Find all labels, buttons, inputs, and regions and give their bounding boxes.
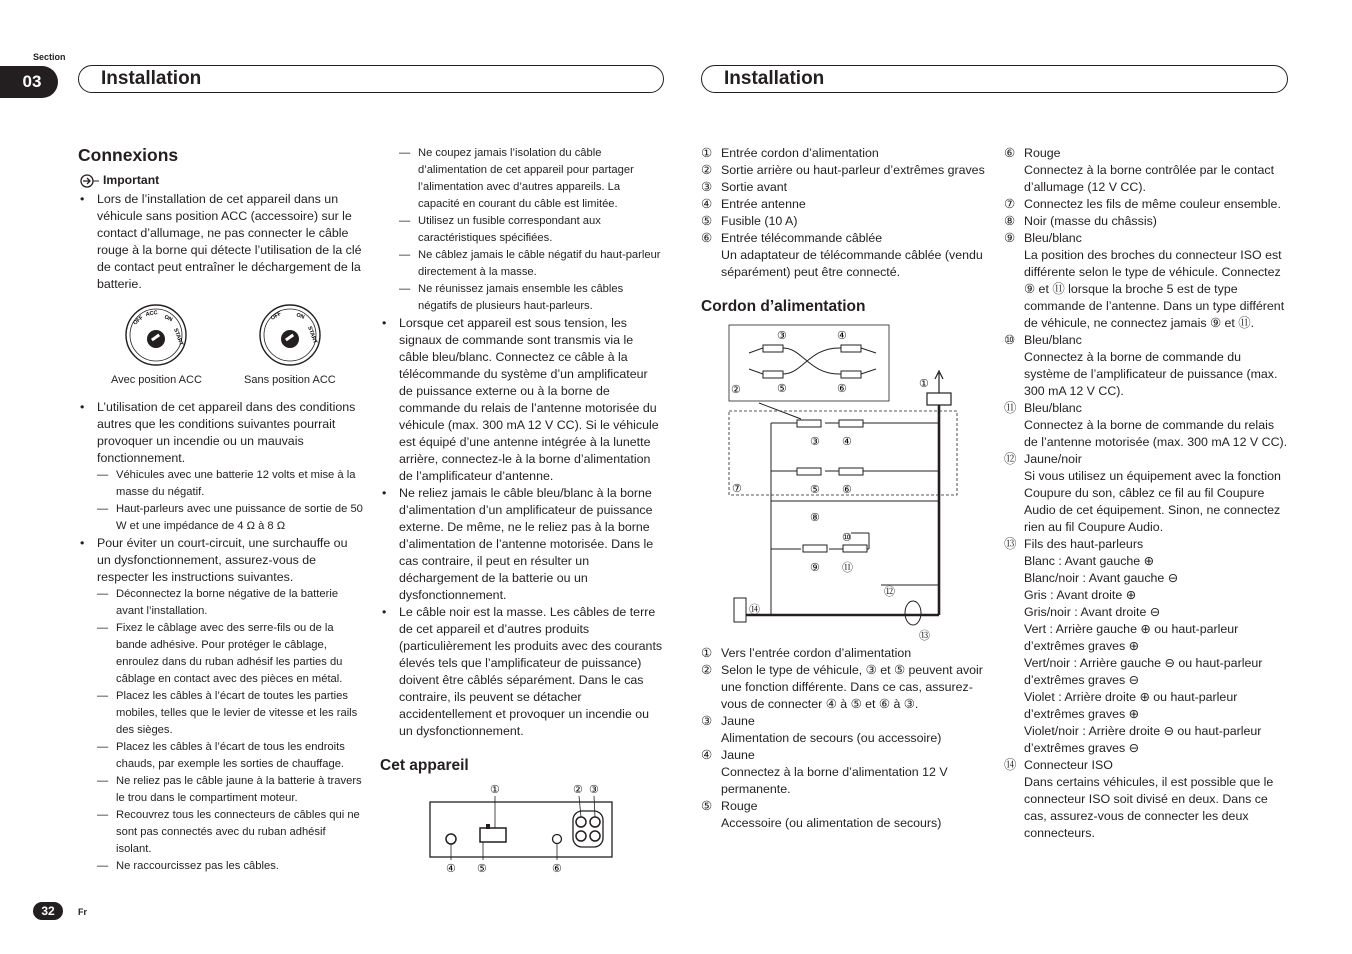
language-code: Fr	[78, 907, 87, 917]
list-item	[701, 213, 988, 230]
item-number: ⑦	[1004, 197, 1016, 211]
ignition-noacc-illustration	[258, 303, 322, 367]
list-item	[701, 162, 988, 179]
sub-item: — Déconnectez la borne négative de la batterie avant l’installation.	[97, 586, 363, 620]
item-desc: Connectez à la borne de commande du système de l’amplificateur de puissance (max. 300 mA 12 V CC).	[1024, 350, 1278, 398]
key-label-start: START	[172, 327, 184, 347]
section-number-badge: 03	[0, 66, 58, 98]
item-desc: Un adaptateur de télécommande câblée (vendu séparément) peut être connecté.	[721, 248, 983, 279]
item-number: ⑥	[701, 231, 713, 245]
list-item	[1004, 451, 1290, 536]
item-number: ③	[701, 714, 713, 728]
unit-label-5: ⑤	[477, 863, 487, 875]
bullet-no-amp: • Ne reliez jamais le câble bleu/blanc à la borne d’alimentation d’un amplificateur de puissance externe. De même, ne le reliez pas à la borne d’alimentation de l’antenne motorisée. Dans le cas contraire, il peut en résulter un déchargement de la batterie ou un dysfonctionnement.	[380, 485, 664, 604]
page-number: 32	[33, 902, 63, 920]
sub-item: — Ne réunissez jamais ensemble les câbles négatifs de plusieurs haut-parleurs.	[399, 281, 664, 315]
column-4	[1004, 145, 1290, 842]
item-number: ⑭	[1004, 758, 1017, 772]
item-desc: Si vous utilisez un équipement avec la fonction Coupure du son, câblez ce fil au fil Coupure Audio de cet équipement. Sinon, ne connectez rien au fil Coupure Audio.	[1024, 469, 1281, 534]
key-label-on: ON	[163, 314, 174, 324]
item-number: ⑨	[1004, 231, 1016, 245]
ignition-key-figures	[78, 299, 363, 397]
key-label-start-2: START	[306, 325, 318, 345]
item-number: ④	[701, 748, 713, 762]
bullet-short-circuit: • Pour éviter un court-circuit, une surchauffe ou un dysfonctionnement, assurez-vous de respecter les instructions suivantes.	[78, 535, 363, 586]
sub-item: — Véhicules avec une batterie 12 volts et mise à la masse du négatif.	[97, 467, 363, 501]
speaker-wire-line: Gris : Avant droite ⊕	[1024, 588, 1137, 602]
sub-item: — Ne coupez jamais l’isolation du câble d’alimentation de cet appareil pour partager l’alimentation avec d’autres appareils. La capacité en courant du câble est limitée.	[399, 145, 664, 213]
diagram-label-13: ⑬	[919, 630, 930, 642]
section-label: Section	[33, 52, 66, 62]
key-label-on-2: ON	[295, 312, 306, 321]
list-item	[1004, 145, 1290, 196]
list-item	[1004, 230, 1290, 332]
subtitle-cet-appareil: Cet appareil	[380, 757, 469, 774]
bullet-conditions	[78, 399, 363, 467]
item-number: ①	[701, 646, 713, 660]
bullet-acc: • Lors de l’installation de cet appareil dans un véhicule sans position ACC (accessoire) sur le contact d’allumage, ne pas connecter le câble rouge à la borne qui détecte l’utilisation de la clé de contact peut entraîner le déchargement de la batterie.	[78, 191, 363, 293]
item-desc: La position des broches du connecteur ISO est différente selon le type de véhicule. Connectez ⑨ et ⑪ lorsque la broche 5 est de type commande de l’antenne. Dans un type différent de véhicule, ne connectez jamais ⑨ et ⑪.	[1024, 248, 1285, 330]
item-number: ⑤	[701, 214, 713, 228]
diagram-label-10: ⑩	[842, 532, 852, 544]
diagram-label-3b: ③	[810, 436, 820, 448]
item-text: Connectez les fils de même couleur ensemble.	[1024, 197, 1281, 211]
sub-item: — Ne reliez pas le câble jaune à la batterie à travers le trou dans le compartiment moteur.	[97, 773, 363, 807]
sub-item: — Ne câblez jamais le câble négatif du haut-parleur directement à la masse.	[399, 247, 664, 281]
caption-with-acc: Avec position ACC	[111, 374, 202, 386]
bullet-conditions-text: L’utilisation de cet appareil dans des conditions autres que les conditions suivantes pourrait provoquer un incendie ou un mauvais fonctionnement.	[97, 400, 356, 465]
item-text: Connecteur ISO	[1024, 758, 1113, 772]
sub-item: — Ne raccourcissez pas les câbles.	[97, 858, 363, 875]
item-number: ⑥	[1004, 146, 1016, 160]
sub-item: — Placez les câbles à l’écart de tous les endroits chauds, par exemple les sorties de chauffage.	[97, 739, 363, 773]
ignition-acc-illustration	[124, 303, 188, 367]
item-number: ⑩	[1004, 333, 1016, 347]
list-item	[1004, 757, 1290, 842]
speaker-wire-line: Vert/noir : Arrière gauche ⊖ ou haut-parleur d’extrêmes graves ⊖	[1024, 656, 1263, 687]
speaker-wire-line: Gris/noir : Avant droite ⊖	[1024, 605, 1161, 619]
key-label-off: OFF	[132, 314, 145, 327]
item-text: Noir (masse du châssis)	[1024, 214, 1157, 228]
item-number: ②	[701, 663, 713, 677]
page-header-right: Installation	[701, 65, 1288, 93]
list-item	[1004, 400, 1290, 451]
item-text: Entrée antenne	[721, 197, 806, 211]
sub-item: — Recouvrez tous les connecteurs de câbles qui ne sont pas connectés avec du ruban adhésif isolant.	[97, 807, 363, 858]
item-text: Fusible (10 A)	[721, 214, 798, 228]
diagram-label-9: ⑨	[810, 562, 820, 574]
item-number: ⑪	[1004, 401, 1017, 415]
column-1	[78, 144, 363, 875]
item-number: ④	[701, 197, 713, 211]
item-number: ⑫	[1004, 452, 1017, 466]
item-desc: Connectez à la borne contrôlée par le contact d’allumage (12 V CC).	[1024, 163, 1275, 194]
item-text: Rouge	[721, 799, 758, 813]
diagram-label-4a: ④	[837, 330, 847, 342]
item-desc: Connectez à la borne d’alimentation 12 V permanente.	[721, 765, 948, 796]
item-number: ⑬	[1004, 537, 1017, 551]
diagram-label-11: ⑪	[842, 562, 853, 574]
bullet-ground: • Le câble noir est la masse. Les câbles de terre de cet appareil et d’autres produits (particulièrement les produits avec des courants élevés tels que l’amplificateur de puissance) doivent être câblés séparément. Dans le cas contraire, ils peuvent se détacher accidentellement et provoquer un incendie ou un dysfonctionnement.	[380, 604, 664, 740]
list-item	[1004, 196, 1290, 213]
diagram-label-12: ⑫	[884, 586, 895, 598]
item-text: Jaune/noir	[1024, 452, 1082, 466]
legend-item	[701, 747, 988, 798]
item-text: Jaune	[721, 748, 755, 762]
legend-item	[701, 645, 988, 662]
column-3	[701, 145, 988, 832]
diagram-label-6b: ⑥	[842, 484, 852, 496]
bullet-blue-white: • Lorsque cet appareil est sous tension, les signaux de commande sont transmis via le câble bleu/blanc. Connectez ce câble à la télécommande du système d’un amplificateur de puissance externe ou à la borne de commande du relais de l’antenne motorisée du véhicule (max. 300 mA 12 V CC). Si le véhicule est équipé d’une antenne intégrée à la lunette arrière, connectez-le à la borne d’alimentation de l’amplificateur d’antenne.	[380, 315, 664, 485]
unit-label-6: ⑥	[552, 863, 562, 875]
legend-item	[701, 713, 988, 747]
item-text: Bleu/blanc	[1024, 231, 1082, 245]
legend-item	[701, 798, 988, 832]
item-number: ②	[701, 163, 713, 177]
unit-rear-diagram	[380, 782, 620, 878]
unit-label-1: ①	[490, 784, 500, 796]
speaker-wire-line: Violet/noir : Arrière droite ⊖ ou haut-parleur d’extrêmes graves ⊖	[1024, 724, 1262, 755]
diagram-label-4b: ④	[842, 436, 852, 448]
item-text: Sortie avant	[721, 180, 788, 194]
important-label: Important	[103, 173, 160, 187]
item-desc: Connectez à la borne de commande du relais de l’antenne motorisée (max. 300 mA 12 V CC).	[1024, 418, 1288, 449]
speaker-wire-line: Blanc : Avant gauche ⊕	[1024, 554, 1155, 568]
list-item	[1004, 332, 1290, 400]
item-text: Entrée cordon d’alimentation	[721, 146, 879, 160]
item-text: Vers l’entrée cordon d’alimentation	[721, 646, 912, 660]
diagram-label-1: ①	[919, 378, 929, 390]
diagram-label-14: ⑭	[749, 604, 760, 616]
section-title-connexions: Connexions	[78, 145, 179, 165]
item-number: ⑤	[701, 799, 713, 813]
item-number: ③	[701, 180, 713, 194]
list-item	[701, 145, 988, 162]
item-text: Jaune	[721, 714, 755, 728]
speaker-wire-line: Vert : Arrière gauche ⊕ ou haut-parleur d’extrêmes graves ⊕	[1024, 622, 1239, 653]
item-text: Rouge	[1024, 146, 1061, 160]
diagram-label-2: ②	[731, 384, 741, 396]
diagram-label-5a: ⑤	[777, 383, 787, 395]
diagram-label-5b: ⑤	[810, 484, 820, 496]
unit-label-2: ②	[573, 784, 583, 796]
diagram-label-7: ⑦	[732, 483, 742, 495]
legend-item	[701, 662, 988, 713]
subtitle-cordon: Cordon d’alimentation	[701, 298, 866, 315]
list-item	[701, 230, 988, 281]
key-label-off-2: OFF	[270, 311, 283, 322]
item-text: Fils des haut-parleurs	[1024, 537, 1144, 551]
unit-label-3: ③	[589, 784, 599, 796]
list-item	[701, 196, 988, 213]
item-desc: Accessoire (ou alimentation de secours)	[721, 816, 942, 830]
sub-item: — Fixez le câblage avec des serre-fils ou de la bande adhésive. Pour protéger le câblage, enroulez dans du ruban adhésif les parties du câblage en contact avec des pièces en métal.	[97, 620, 363, 688]
diagram-label-8: ⑧	[810, 512, 820, 524]
diagram-label-6a: ⑥	[837, 383, 847, 395]
power-cord-diagram	[701, 323, 966, 645]
item-text: Sortie arrière ou haut-parleur d’extrêmes graves	[721, 163, 985, 177]
item-text: Entrée télécommande câblée	[721, 231, 883, 245]
speaker-wire-line: Blanc/noir : Avant gauche ⊖	[1024, 571, 1179, 585]
column-2	[380, 145, 664, 878]
sub-item: — Utilisez un fusible correspondant aux caractéristiques spécifiées.	[399, 213, 664, 247]
caption-without-acc: Sans position ACC	[244, 374, 336, 386]
page-header-left: Installation	[78, 65, 664, 93]
sub-item: — Placez les câbles à l’écart de toutes les parties mobiles, telles que le levier de vitesse et les rails des sièges.	[97, 688, 363, 739]
item-text: Bleu/blanc	[1024, 401, 1082, 415]
unit-label-4: ④	[446, 863, 456, 875]
key-label-acc: ACC	[145, 309, 159, 318]
speaker-wire-line: Violet : Arrière droite ⊕ ou haut-parleur d’extrêmes graves ⊕	[1024, 690, 1238, 721]
item-text: Bleu/blanc	[1024, 333, 1082, 347]
list-item	[1004, 213, 1290, 230]
list-item	[701, 179, 988, 196]
item-text: Selon le type de véhicule, ③ et ⑤ peuvent avoir une fonction différente. Dans ce cas, assurez-vous de connecter ④ à ⑤ et ⑥ à ③.	[721, 663, 983, 711]
important-icon	[78, 174, 100, 188]
item-number: ⑧	[1004, 214, 1016, 228]
important-note	[78, 172, 363, 189]
item-number: ①	[701, 146, 713, 160]
item-desc: Dans certains véhicules, il est possible que le connecteur ISO soit divisé en deux. Dans ce cas, assurez-vous de connecter les deux connecteurs.	[1024, 775, 1274, 840]
list-item	[1004, 536, 1290, 757]
item-desc: Alimentation de secours (ou accessoire)	[721, 731, 942, 745]
sub-item: — Haut-parleurs avec une puissance de sortie de 50 W et une impédance de 4 Ω à 8 Ω	[97, 501, 363, 535]
diagram-label-3a: ③	[777, 330, 787, 342]
